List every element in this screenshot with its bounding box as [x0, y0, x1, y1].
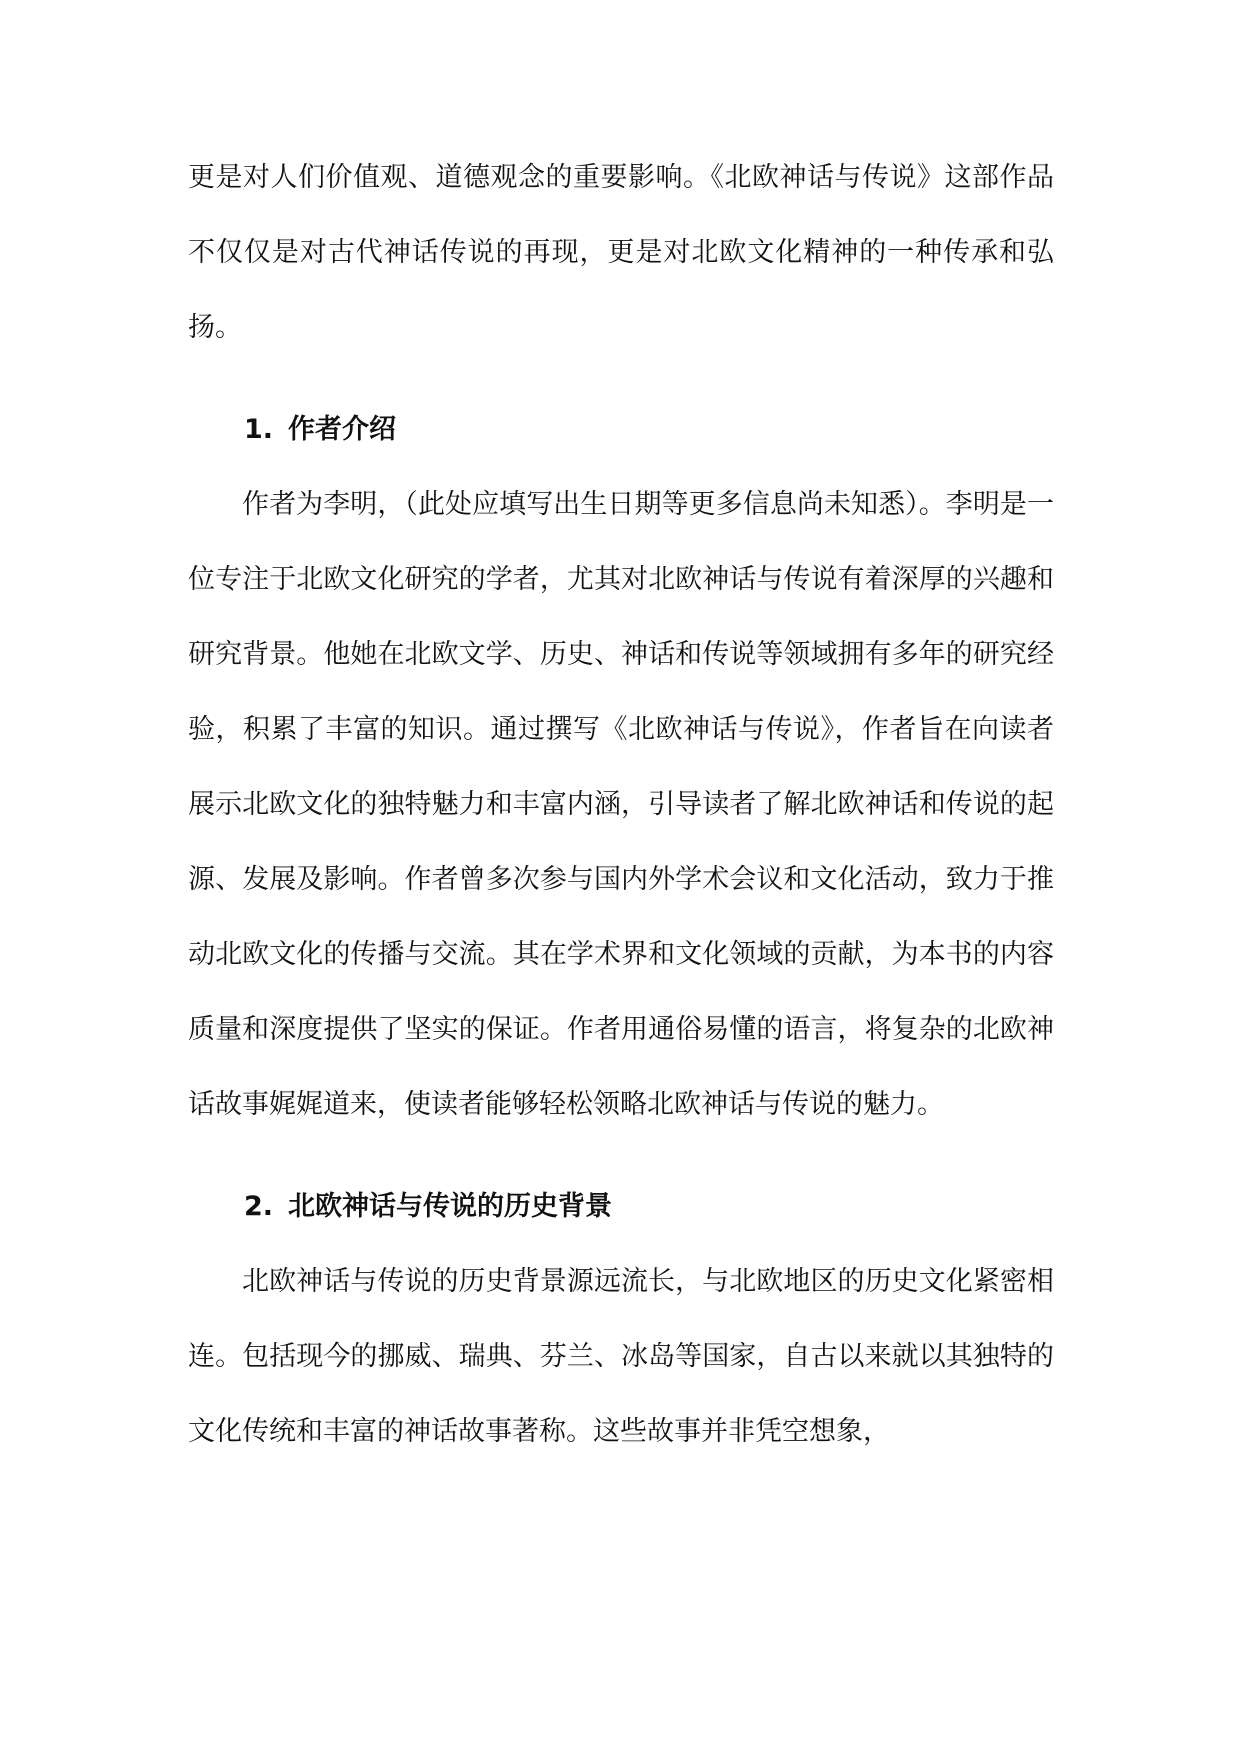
- section-title: 北欧神话与传说的历史背景: [288, 1191, 612, 1222]
- section-body-history: 北欧神话与传说的历史背景源远流长，与北欧地区的历史文化紧密相连。包括现今的挪威、瑞典、芬兰、冰岛等国家，自古以来就以其独特的文化传统和丰富的神话故事著称。这些故事并非凭空想象，: [188, 1266, 1054, 1447]
- section-title: 作者介绍: [288, 414, 396, 445]
- section-heading-history: [188, 1169, 1054, 1244]
- section-number: 2.: [244, 1191, 274, 1222]
- section-body-author: 作者为李明，（此处应填写出生日期等更多信息尚未知悉）。李明是一位专注于北欧文化研究的学者，尤其对北欧神话与传说有着深厚的兴趣和研究背景。他她在北欧文学、历史、神话和传说等领域拥有多年的研究经验，积累了丰富的知识。通过撰写《北欧神话与传说》，作者旨在向读者展示北欧文化的独特魅力和丰富内涵，引导读者了解北欧神话和传说的起源、发展及影响。作者曾多次参与国内外学术会议和文化活动，致力于推动北欧文化的传播与交流。其在学术界和文化领域的贡献，为本书的内容质量和深度提供了坚实的保证。作者用通俗易懂的语言，将复杂的北欧神话故事娓娓道来，使读者能够轻松领略北欧神话与传说的魅力。: [188, 489, 1054, 1120]
- section-heading-author: [188, 392, 1054, 467]
- intro-paragraph: 更是对人们价值观、道德观念的重要影响。《北欧神话与传说》这部作品不仅仅是对古代神话传说的再现，更是对北欧文化精神的一种传承和弘扬。: [188, 162, 1054, 343]
- section-number: 1.: [244, 414, 274, 445]
- document-body: [188, 140, 1054, 1469]
